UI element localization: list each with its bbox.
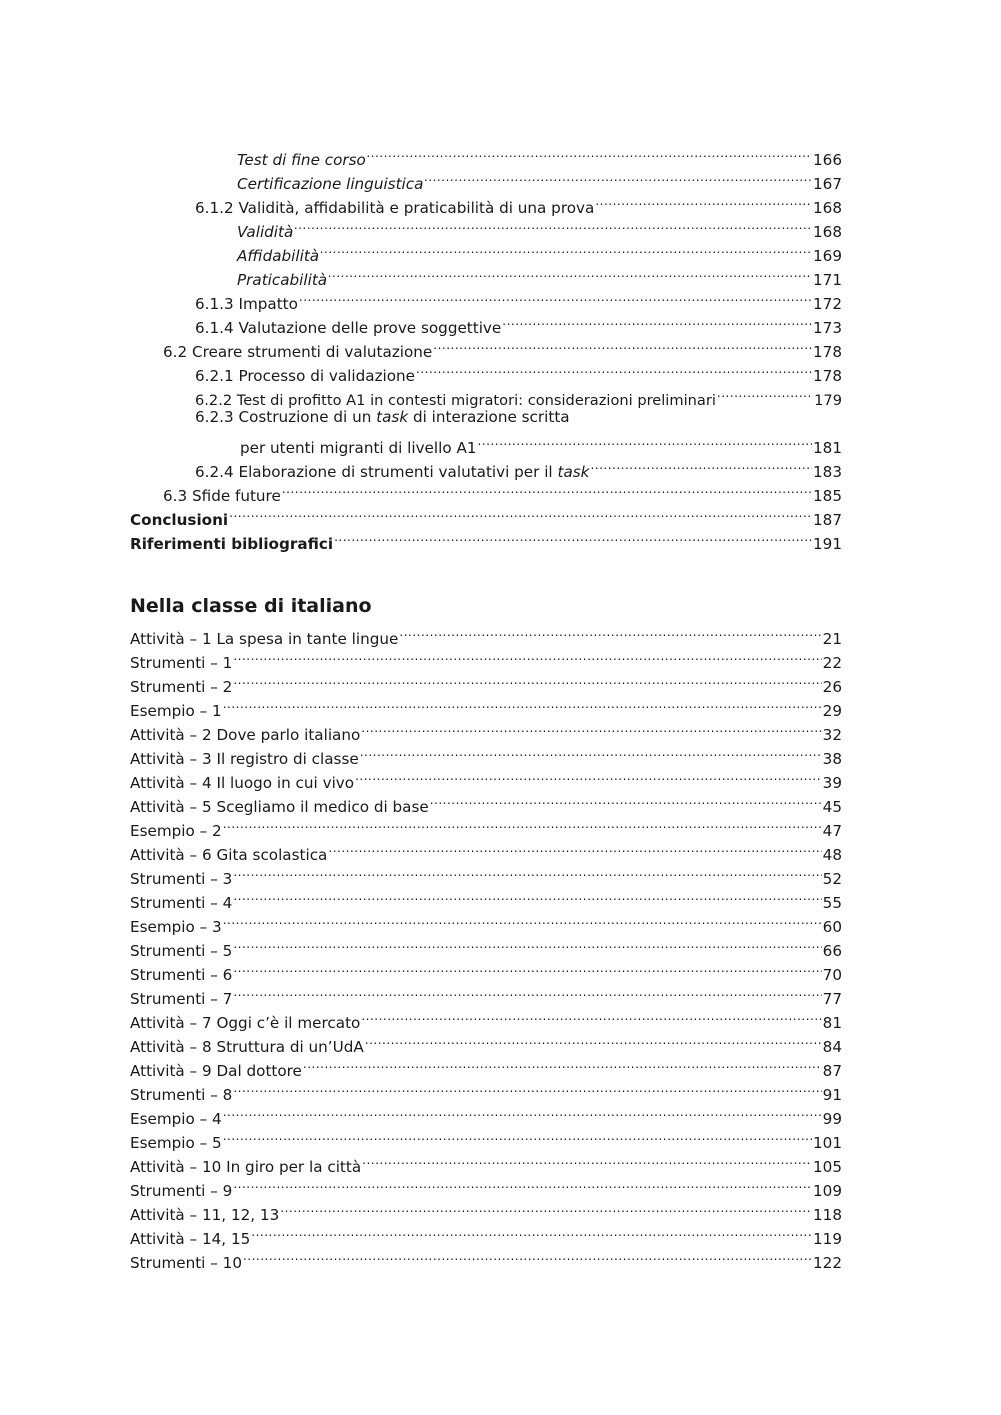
dot-leader [361,716,821,740]
toc-entry[interactable] [130,668,842,696]
toc-entry-title: 6.1.3 Impatto [195,295,298,313]
toc-entry-title: Strumenti – 10 [130,1254,242,1272]
toc-entry[interactable] [130,141,842,169]
toc-entry-page: 172 [813,295,842,313]
toc-entry-title: Esempio – 4 [130,1110,222,1128]
toc-entry-title-part: 6.2.3 Costruzione di un [195,408,377,426]
toc-entry-page: 169 [813,247,842,265]
dot-leader [328,836,821,860]
toc-entry-page: 60 [822,918,842,936]
dot-leader [229,501,812,525]
toc-entry-title: Certificazione linguistica [237,175,424,193]
toc-entry[interactable] [130,932,842,960]
toc-entry-page: 22 [822,654,842,672]
toc-entry-title: Riferimenti bibliografici [130,535,334,553]
toc-entry[interactable] [130,1004,842,1032]
dot-leader [223,908,822,932]
dot-leader [717,381,813,405]
toc-entry-title: Conclusioni [130,511,229,529]
dot-leader [233,956,821,980]
toc-entry-page: 171 [813,271,842,289]
toc-entry-page: 77 [822,990,842,1008]
activities-index-list [130,620,842,1272]
toc-entry[interactable] [130,644,842,672]
toc-entry-page: 21 [822,630,842,648]
toc-entry-page: 181 [813,439,842,457]
dot-leader [365,1028,822,1052]
toc-entry-title-italic: task [376,408,409,426]
toc-entry-title: Attività – 4 Il luogo in cui vivo [130,774,355,792]
toc-entry-title: Strumenti – 5 [130,942,233,960]
dot-leader [233,980,821,1004]
toc-entry-page: 187 [813,511,842,529]
toc-entry-page: 178 [813,367,842,385]
toc-entry[interactable] [130,1196,842,1224]
toc-entry-page: 178 [813,343,842,361]
dot-leader [320,237,812,261]
toc-entry[interactable] [130,501,842,529]
dot-leader [233,1172,812,1196]
dot-leader [299,285,812,309]
dot-leader [282,477,812,501]
dot-leader [233,884,821,908]
toc-entry-page: 87 [822,1062,842,1080]
toc-entry-title-part: 6.2.4 Elaborazione di strumenti valutativi per il [195,463,558,481]
toc-entry-title: Strumenti – 6 [130,966,233,984]
toc-entry-page: 52 [822,870,842,888]
dot-leader [251,1220,812,1244]
dot-leader [233,644,821,668]
toc-entry-title: 6.2.2 Test di profitto A1 in contesti migratori: considerazioni preliminari [195,392,716,409]
toc-entry-title: Affidabilità [237,247,320,265]
toc-entry-page: 32 [822,726,842,744]
toc-entry-page: 168 [813,199,842,217]
toc-entry-title: 6.3 Sfide future [163,487,281,505]
toc-entry-page: 118 [813,1206,842,1224]
toc-entry[interactable] [130,812,842,840]
toc-entry-page: 26 [822,678,842,696]
dot-leader [223,692,822,716]
toc-entry-page: 166 [813,151,842,169]
toc-entry-title: Attività – 10 In giro per la città [130,1158,362,1176]
dot-leader [424,165,812,189]
toc-entry-title: Attività – 7 Oggi c’è il mercato [130,1014,361,1032]
toc-entry-title: Praticabilità [237,271,328,289]
dot-leader [502,309,812,333]
toc-entry-title: 6.2 Creare strumenti di valutazione [163,343,433,361]
toc-entry-title: Strumenti – 4 [130,894,233,912]
dot-leader [355,764,822,788]
dot-leader [478,429,812,453]
dot-leader [243,1244,812,1268]
toc-entry-title: 6.2.1 Processo di validazione [195,367,416,385]
toc-entry-page: 185 [813,487,842,505]
dot-leader [399,620,821,644]
toc-entry[interactable] [130,1124,842,1152]
toc-entry-page: 168 [813,223,842,241]
toc-entry[interactable] [130,1076,842,1104]
toc-entry[interactable] [130,884,842,912]
toc-continued-list [130,141,842,553]
dot-leader [361,1004,821,1028]
toc-entry-page: 119 [813,1230,842,1248]
toc-entry-page: 84 [822,1038,842,1056]
dot-leader [303,1052,822,1076]
toc-entry-title-italic: task [557,463,590,481]
toc-entry-page: 66 [822,942,842,960]
toc-entry[interactable] [130,956,842,984]
toc-entry-page: 39 [822,774,842,792]
toc-entry-title: Attività – 8 Struttura di un’UdA [130,1038,364,1056]
toc-entry-title: Strumenti – 7 [130,990,233,1008]
toc-entry-page: 70 [822,966,842,984]
toc-entry[interactable] [130,908,842,936]
dot-leader [595,189,812,213]
toc-entry-title: 6.1.4 Valutazione delle prove soggettive [195,319,502,337]
toc-entry-title: per utenti migranti di livello A1 [240,439,477,457]
toc-entry-page: 167 [813,175,842,193]
toc-entry-title: Strumenti – 2 [130,678,233,696]
dot-leader [433,333,812,357]
toc-entry-title: Strumenti – 1 [130,654,233,672]
toc-entry[interactable] [130,836,842,864]
toc-entry-page: 179 [814,392,842,409]
dot-leader [280,1196,812,1220]
toc-entry[interactable] [130,620,842,648]
toc-entry-page: 101 [813,1134,842,1152]
toc-entry-page: 173 [813,319,842,337]
toc-entry-title: Strumenti – 8 [130,1086,233,1104]
toc-entry-title: Attività – 1 La spesa in tante lingue [130,630,399,648]
dot-leader [360,740,822,764]
toc-entry-page: 38 [822,750,842,768]
toc-entry-title: 6.1.2 Validità, affidabilità e praticabilità di una prova [195,199,595,217]
toc-entry-title: Attività – 11, 12, 13 [130,1206,280,1224]
toc-entry-page: 105 [813,1158,842,1176]
toc-entry-title: Esempio – 5 [130,1134,222,1152]
dot-leader [362,1148,812,1172]
dot-leader [223,1124,812,1148]
toc-entry-page: 55 [822,894,842,912]
dot-leader [233,1076,821,1100]
dot-leader [223,812,822,836]
dot-leader [233,932,821,956]
toc-entry-title: Attività – 5 Scegliamo il medico di base [130,798,429,816]
toc-entry-page: 183 [813,463,842,481]
toc-entry-page: 191 [813,535,842,553]
dot-leader [590,453,812,477]
toc-entry-title: Attività – 2 Dove parlo italiano [130,726,361,744]
toc-entry-title: Strumenti – 9 [130,1182,233,1200]
toc-entry-title [195,405,842,429]
dot-leader [223,1100,822,1124]
toc-entry-title: Attività – 14, 15 [130,1230,251,1248]
toc-entry-page: 47 [822,822,842,840]
toc-entry[interactable] [130,525,842,553]
toc-entry-page: 29 [822,702,842,720]
toc-entry-page: 48 [822,846,842,864]
dot-leader [233,860,821,884]
toc-entry-page: 109 [813,1182,842,1200]
dot-leader [334,525,812,549]
dot-leader [367,141,812,165]
toc-entry-title: Esempio – 3 [130,918,222,936]
section-heading: Nella classe di italiano [130,595,372,617]
toc-entry[interactable] [130,716,842,744]
toc-entry-page: 81 [822,1014,842,1032]
toc-entry-title: Test di fine corso [237,151,366,169]
toc-entry-title: Validità [237,223,294,241]
toc-entry-title: Esempio – 2 [130,822,222,840]
dot-leader [233,668,821,692]
toc-entry[interactable] [130,1148,842,1176]
toc-entry-title: Attività – 9 Dal dottore [130,1062,302,1080]
toc-entry-page: 99 [822,1110,842,1128]
toc-entry[interactable] [130,1100,842,1128]
toc-entry[interactable] [130,692,842,720]
toc-entry[interactable] [130,453,842,481]
toc-entry-title: Attività – 6 Gita scolastica [130,846,328,864]
dot-leader [328,261,812,285]
toc-entry[interactable] [130,1172,842,1200]
toc-entry-page: 45 [822,798,842,816]
toc-entry-page: 122 [813,1254,842,1272]
toc-entry-title-part: di interazione scritta [408,408,570,426]
dot-leader [430,788,822,812]
toc-entry[interactable] [130,405,842,429]
dot-leader [416,357,812,381]
toc-entry[interactable] [130,860,842,888]
toc-entry[interactable] [130,429,842,457]
toc-entry-page: 91 [822,1086,842,1104]
toc-entry-title: Esempio – 1 [130,702,222,720]
toc-entry[interactable] [130,980,842,1008]
toc-entry-title: Strumenti – 3 [130,870,233,888]
toc-entry-title: Attività – 3 Il registro di classe [130,750,359,768]
dot-leader [294,213,812,237]
